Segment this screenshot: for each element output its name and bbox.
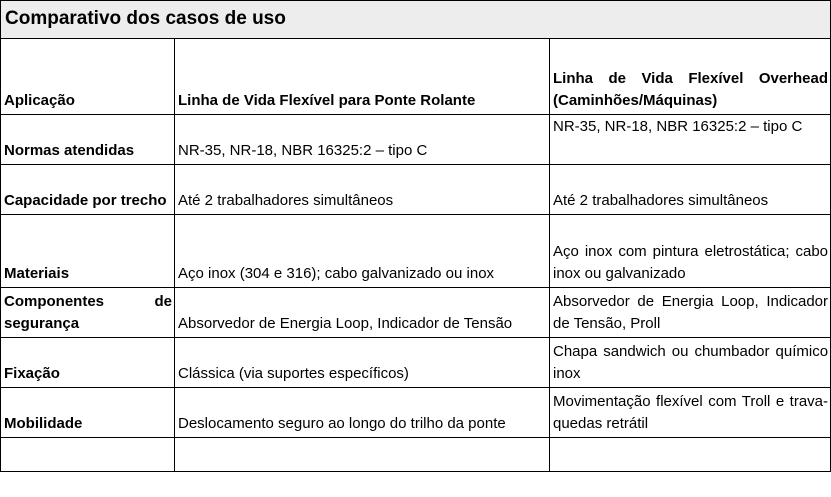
table-cell: Absorvedor de Energia Loop, Indicador de Tensão, Proll <box>550 288 831 338</box>
row-label: Mobilidade <box>1 388 175 438</box>
header-application: Aplicação <box>1 39 175 115</box>
table-row <box>1 215 831 288</box>
table-cell: Até 2 trabalhadores simultâneos <box>175 165 550 215</box>
table-title: Comparativo dos casos de uso <box>1 1 831 39</box>
row-label: Materiais <box>1 215 175 288</box>
table-row <box>1 338 831 388</box>
table-row <box>1 165 831 215</box>
table-cell: Clássica (via suportes específicos) <box>175 338 550 388</box>
table-header-row <box>1 39 831 115</box>
table-cell-empty <box>1 438 175 472</box>
table-row <box>1 388 831 438</box>
table-cell: Absorvedor de Energia Loop, Indicador de Tensão <box>175 288 550 338</box>
row-label: Componentes de segurança <box>1 288 175 338</box>
table-cell: Aço inox com pintura eletrostática; cabo inox ou galvanizado <box>550 215 831 288</box>
table-cell: Movimentação flexível com Troll e trava-quedas retrátil <box>550 388 831 438</box>
row-label: Normas atendidas <box>1 115 175 165</box>
table-cell: NR-35, NR-18, NBR 16325:2 – tipo C <box>175 115 550 165</box>
table-cell: Até 2 trabalhadores simultâneos <box>550 165 831 215</box>
row-label: Capacidade por trecho <box>1 165 175 215</box>
table-cell: Deslocamento seguro ao longo do trilho da ponte <box>175 388 550 438</box>
table-cell-empty <box>550 438 831 472</box>
header-overhead-lifeline: Linha de Vida Flexível Overhead (Caminhões/Máquinas) <box>550 39 831 115</box>
table-row <box>1 115 831 165</box>
table-cell-empty <box>175 438 550 472</box>
table-cell: Aço inox (304 e 316); cabo galvanizado ou inox <box>175 215 550 288</box>
table-row <box>1 288 831 338</box>
table-cell: NR-35, NR-18, NBR 16325:2 – tipo C <box>550 115 831 165</box>
table-title-row <box>1 1 831 39</box>
table-cell: Chapa sandwich ou chumbador químico inox <box>550 338 831 388</box>
table-row-empty <box>1 438 831 472</box>
row-label: Fixação <box>1 338 175 388</box>
header-bridge-crane-lifeline: Linha de Vida Flexível para Ponte Rolante <box>175 39 550 115</box>
